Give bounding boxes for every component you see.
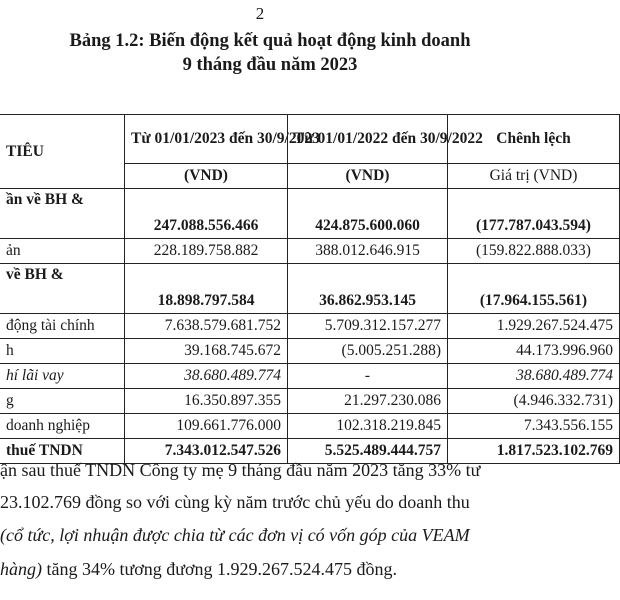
table-title: Bảng 1.2: Biến động kết quả hoạt động kinh doanh <box>69 31 471 51</box>
table-row <box>0 389 620 414</box>
business-results-table <box>0 114 620 464</box>
row-label: ần về BH & <box>0 189 125 239</box>
paragraph-line: ận sau thuế TNDN Công ty mẹ 9 tháng đầu năm 2023 tăng 33% tư <box>0 460 481 480</box>
cell-2022: 388.012.646.915 <box>288 239 448 264</box>
cell-2023: 7.343.012.547.526 <box>125 439 288 464</box>
header-unit-difference: Giá trị (VND) <box>448 164 620 189</box>
cell-difference: 44.173.996.960 <box>448 339 620 364</box>
table-row <box>0 364 620 389</box>
row-label: doanh nghiệp <box>0 414 125 439</box>
row-label: g <box>0 389 125 414</box>
header-period-2023: Từ 01/01/2023 đến 30/9/2023 <box>125 115 288 164</box>
page-number: 2 <box>255 4 265 23</box>
cell-2023: 38.680.489.774 <box>125 364 288 389</box>
table-row <box>0 239 620 264</box>
header-difference: Chênh lệch <box>448 115 620 164</box>
paragraph-line: (cổ tức, lợi nhuận được chia từ các đơn vị có vốn góp của VEAM <box>0 525 470 545</box>
cell-2022: 5.709.312.157.277 <box>288 314 448 339</box>
cell-difference: (177.787.043.594) <box>448 189 620 239</box>
row-label: ản <box>0 239 125 264</box>
table-row <box>0 264 620 314</box>
cell-difference: 7.343.556.155 <box>448 414 620 439</box>
header-unit-2023: (VND) <box>125 164 288 189</box>
cell-2023: 7.638.579.681.752 <box>125 314 288 339</box>
cell-2023: 228.189.758.882 <box>125 239 288 264</box>
cell-difference: (17.964.155.561) <box>448 264 620 314</box>
table-row <box>0 414 620 439</box>
cell-2022: 5.525.489.444.757 <box>288 439 448 464</box>
cell-2022: (5.005.251.288) <box>288 339 448 364</box>
cell-2023: 109.661.776.000 <box>125 414 288 439</box>
cell-difference: (4.946.332.731) <box>448 389 620 414</box>
row-label: động tài chính <box>0 314 125 339</box>
header-period-2022: Từ 01/01/2022 đến 30/9/2022 <box>288 115 448 164</box>
cell-2023: 16.350.897.355 <box>125 389 288 414</box>
cell-2022: 424.875.600.060 <box>288 189 448 239</box>
header-unit-2022: (VND) <box>288 164 448 189</box>
paragraph-text-fragment: tăng 34% tương đương 1.929.267.524.475 đồng. <box>42 559 398 579</box>
row-label: về BH & <box>0 264 125 314</box>
row-label: thuế TNDN <box>0 439 125 464</box>
paragraph-italic-fragment: hàng) <box>0 559 42 579</box>
table-subtitle: 9 tháng đầu năm 2023 <box>182 55 358 75</box>
paragraph-line <box>0 559 397 580</box>
cell-2023: 18.898.797.584 <box>125 264 288 314</box>
cell-difference: (159.822.888.033) <box>448 239 620 264</box>
cell-2022: 21.297.230.086 <box>288 389 448 414</box>
cell-difference: 1.817.523.102.769 <box>448 439 620 464</box>
cell-2022: 36.862.953.145 <box>288 264 448 314</box>
header-criteria: TIÊU <box>0 115 125 189</box>
cell-difference: 38.680.489.774 <box>448 364 620 389</box>
row-label: h <box>0 339 125 364</box>
table-row <box>0 314 620 339</box>
cell-difference: 1.929.267.524.475 <box>448 314 620 339</box>
cell-2023: 39.168.745.672 <box>125 339 288 364</box>
cell-2022: - <box>288 364 448 389</box>
cell-2023: 247.088.556.466 <box>125 189 288 239</box>
paragraph-line: 23.102.769 đồng so với cùng kỳ năm trước chủ yếu do doanh thu <box>0 492 470 512</box>
table-row <box>0 189 620 239</box>
table-row <box>0 339 620 364</box>
cell-2022: 102.318.219.845 <box>288 414 448 439</box>
row-label: hí lãi vay <box>0 364 125 389</box>
